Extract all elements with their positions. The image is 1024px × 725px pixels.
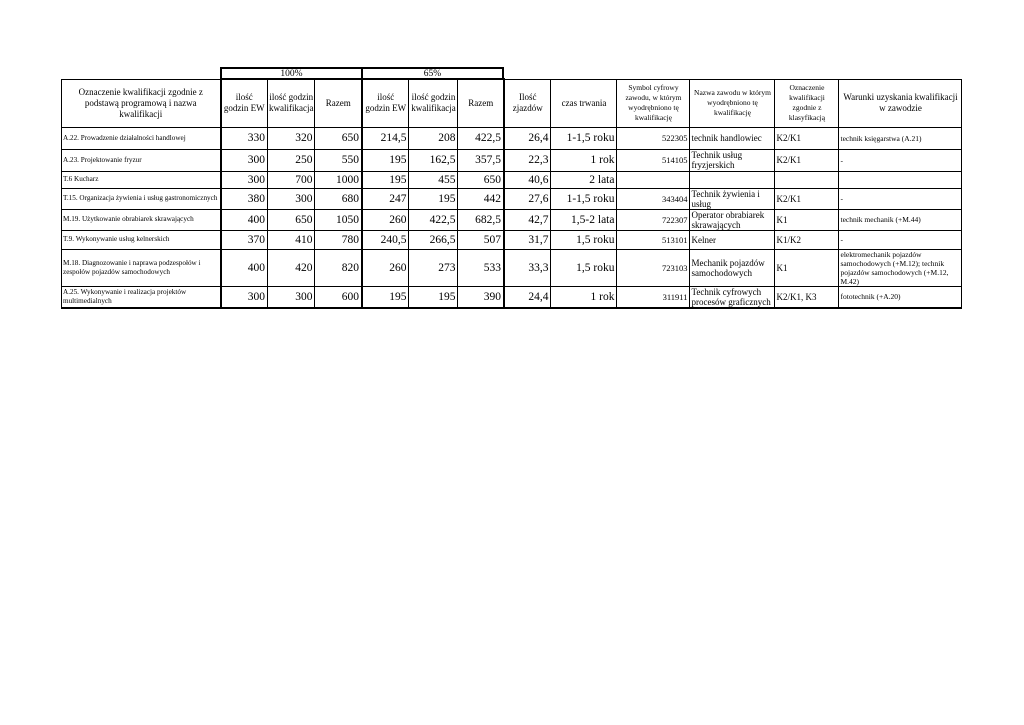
cell-kwalifikacja: M.18. Diagnozowanie i naprawa podzespołów i zespołów pojazdów samochodowych — [62, 249, 221, 286]
header-czas: czas trwania — [551, 79, 617, 127]
cell-zawod: Technik cyfrowych procesów graficznych — [690, 286, 775, 308]
cell-zawod: Technik żywienia i usług — [690, 188, 775, 209]
cell-warunki: fototechnik (+A.20) — [839, 286, 962, 308]
cell-warunki: elektromechanik pojazdów samochodowych (+M.12); technik pojazdów samochodowych (+M.12, M.42) — [839, 249, 962, 286]
cell-kw-100: 250 — [268, 149, 315, 171]
cell-kw-65: 422,5 — [409, 209, 458, 230]
header-kw-100: ilość godzin kwalifikacja — [268, 79, 315, 127]
cell-razem-65: 442 — [458, 188, 504, 209]
cell-symbol: 723103 — [617, 249, 690, 286]
cell-zawod — [690, 171, 775, 188]
cell-warunki: technik księgarstwa (A.21) — [839, 127, 962, 149]
cell-warunki: - — [839, 149, 962, 171]
cell-razem-65: 533 — [458, 249, 504, 286]
cell-kw-100: 320 — [268, 127, 315, 149]
cell-razem-100: 780 — [315, 230, 362, 249]
table-row — [62, 127, 962, 149]
table-row — [62, 286, 962, 308]
cell-kwalifikacja: T.6 Kucharz — [62, 171, 221, 188]
cell-zjazdy: 40,6 — [504, 171, 551, 188]
cell-razem-100: 1000 — [315, 171, 362, 188]
cell-ew-100: 380 — [221, 188, 268, 209]
header-100-percent: 100% — [220, 67, 363, 79]
cell-kw-65: 273 — [409, 249, 458, 286]
cell-warunki — [839, 171, 962, 188]
table-row — [62, 188, 962, 209]
cell-zawod: Mechanik pojazdów samochodowych — [690, 249, 775, 286]
cell-symbol: 513101 — [617, 230, 690, 249]
cell-ew-100: 300 — [221, 171, 268, 188]
header-zawod: Nazwa zawodu w którym wyodrębniono tę kwalifikację — [690, 79, 775, 127]
cell-klasyfikacja: K1 — [775, 249, 839, 286]
cell-czas: 1-1,5 roku — [551, 127, 617, 149]
cell-zawod: technik handlowiec — [690, 127, 775, 149]
cell-razem-100: 680 — [315, 188, 362, 209]
table-row — [62, 249, 962, 286]
cell-symbol — [617, 171, 690, 188]
header-klasyfikacja: Oznaczenie kwalifikacji zgodnie z klasyfikacją — [775, 79, 839, 127]
cell-ew-100: 400 — [221, 209, 268, 230]
cell-zjazdy: 33,3 — [504, 249, 551, 286]
cell-ew-100: 370 — [221, 230, 268, 249]
cell-razem-100: 1050 — [315, 209, 362, 230]
cell-czas: 1-1,5 roku — [551, 188, 617, 209]
cell-kwalifikacja: M.19. Użytkowanie obrabiarek skrawających — [62, 209, 221, 230]
cell-zjazdy: 31,7 — [504, 230, 551, 249]
cell-czas: 1 rok — [551, 286, 617, 308]
cell-zjazdy: 42,7 — [504, 209, 551, 230]
cell-ew-65: 195 — [362, 149, 409, 171]
cell-klasyfikacja — [775, 171, 839, 188]
cell-symbol: 343404 — [617, 188, 690, 209]
cell-kw-65: 195 — [409, 188, 458, 209]
cell-razem-100: 820 — [315, 249, 362, 286]
cell-czas: 1,5 roku — [551, 230, 617, 249]
cell-zjazdy: 24,4 — [504, 286, 551, 308]
cell-symbol: 311911 — [617, 286, 690, 308]
cell-klasyfikacja: K1 — [775, 209, 839, 230]
cell-zjazdy: 26,4 — [504, 127, 551, 149]
cell-ew-65: 214,5 — [362, 127, 409, 149]
cell-symbol: 514105 — [617, 149, 690, 171]
cell-klasyfikacja: K2/K1, K3 — [775, 286, 839, 308]
header-razem-65: Razem — [458, 79, 504, 127]
cell-kw-65: 195 — [409, 286, 458, 308]
cell-razem-65: 650 — [458, 171, 504, 188]
cell-zawod: Technik usług fryzjerskich — [690, 149, 775, 171]
cell-kw-65: 162,5 — [409, 149, 458, 171]
cell-kw-100: 300 — [268, 188, 315, 209]
header-zjazdy: Ilość zjazdów — [504, 79, 551, 127]
cell-ew-100: 330 — [221, 127, 268, 149]
cell-symbol: 722307 — [617, 209, 690, 230]
cell-warunki: technik mechanik (+M.44) — [839, 209, 962, 230]
header-ew-100: ilość godzin EW — [221, 79, 268, 127]
cell-razem-100: 600 — [315, 286, 362, 308]
cell-kwalifikacja: A.22. Prowadzenie działalności handlowej — [62, 127, 221, 149]
cell-kw-65: 266,5 — [409, 230, 458, 249]
cell-czas: 1 rok — [551, 149, 617, 171]
cell-klasyfikacja: K2/K1 — [775, 127, 839, 149]
cell-czas: 2 lata — [551, 171, 617, 188]
cell-razem-65: 390 — [458, 286, 504, 308]
cell-ew-100: 300 — [221, 149, 268, 171]
header-row — [62, 79, 962, 127]
cell-kw-100: 300 — [268, 286, 315, 308]
cell-zawod: Kelner — [690, 230, 775, 249]
cell-kw-65: 455 — [409, 171, 458, 188]
cell-razem-65: 507 — [458, 230, 504, 249]
cell-razem-100: 550 — [315, 149, 362, 171]
table-row — [62, 171, 962, 188]
header-razem-100: Razem — [315, 79, 362, 127]
cell-warunki: - — [839, 188, 962, 209]
cell-ew-65: 195 — [362, 171, 409, 188]
header-symbol: Symbol cyfrowy zawodu, w którym wyodrębniono tę kwalifikację — [617, 79, 690, 127]
cell-ew-65: 195 — [362, 286, 409, 308]
cell-razem-65: 357,5 — [458, 149, 504, 171]
cell-ew-100: 300 — [221, 286, 268, 308]
cell-klasyfikacja: K2/K1 — [775, 149, 839, 171]
cell-kwalifikacja: T.15. Organizacja żywienia i usług gastronomicznych — [62, 188, 221, 209]
table-body — [62, 127, 962, 308]
header-warunki: Warunki uzyskania kwalifikacji w zawodzie — [839, 79, 962, 127]
cell-warunki: - — [839, 230, 962, 249]
cell-razem-100: 650 — [315, 127, 362, 149]
cell-zjazdy: 27,6 — [504, 188, 551, 209]
header-kw-65: ilość godzin kwalifikacja — [409, 79, 458, 127]
cell-kw-65: 208 — [409, 127, 458, 149]
cell-ew-65: 247 — [362, 188, 409, 209]
header-kwalifikacja: Oznaczenie kwalifikacji zgodnie z podstawą programową i nazwa kwalifikacji — [62, 79, 221, 127]
cell-symbol: 522305 — [617, 127, 690, 149]
cell-zawod: Operator obrabiarek skrawających — [690, 209, 775, 230]
qualifications-table — [61, 78, 962, 309]
header-ew-65: ilość godzin EW — [362, 79, 409, 127]
table-row — [62, 230, 962, 249]
cell-czas: 1,5 roku — [551, 249, 617, 286]
cell-ew-65: 240,5 — [362, 230, 409, 249]
cell-zjazdy: 22,3 — [504, 149, 551, 171]
cell-ew-100: 400 — [221, 249, 268, 286]
header-65-percent: 65% — [361, 67, 504, 79]
cell-kwalifikacja: T.9. Wykonywanie usług kelnerskich — [62, 230, 221, 249]
cell-kwalifikacja: A.25. Wykonywanie i realizacja projektów multimedialnych — [62, 286, 221, 308]
cell-razem-65: 682,5 — [458, 209, 504, 230]
cell-kwalifikacja: A.23. Projektowanie fryzur — [62, 149, 221, 171]
cell-razem-65: 422,5 — [458, 127, 504, 149]
cell-klasyfikacja: K1/K2 — [775, 230, 839, 249]
table-row — [62, 149, 962, 171]
cell-kw-100: 410 — [268, 230, 315, 249]
table-row — [62, 209, 962, 230]
cell-ew-65: 260 — [362, 209, 409, 230]
cell-czas: 1,5-2 lata — [551, 209, 617, 230]
cell-kw-100: 700 — [268, 171, 315, 188]
cell-kw-100: 650 — [268, 209, 315, 230]
cell-klasyfikacja: K2/K1 — [775, 188, 839, 209]
cell-kw-100: 420 — [268, 249, 315, 286]
cell-ew-65: 260 — [362, 249, 409, 286]
